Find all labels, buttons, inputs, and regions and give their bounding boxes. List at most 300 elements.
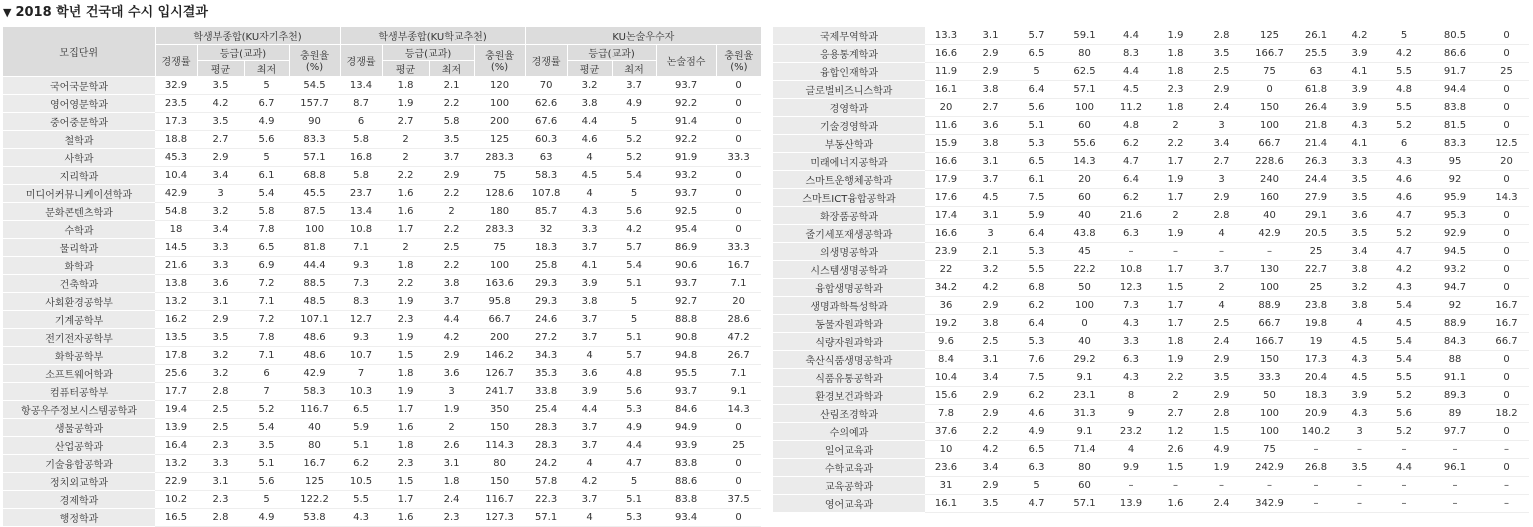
table-cell: 62.5 (1059, 63, 1110, 81)
table-cell: 3.6 (967, 117, 1014, 135)
table-cell: 5.5 (1382, 63, 1426, 81)
table-cell: 2 (1152, 117, 1199, 135)
table-cell: 83.8 (656, 490, 716, 508)
table-cell: 6.5 (244, 238, 289, 256)
table-cell: 9.6 (925, 333, 967, 351)
table-cell: 10 (925, 441, 967, 459)
header-essay: 논술점수 (656, 44, 716, 76)
table-cell: 3.2 (567, 76, 612, 94)
table-cell: 4.1 (1337, 63, 1382, 81)
table-cell: 2.1 (429, 76, 474, 94)
table-cell: 50 (1244, 387, 1295, 405)
department-name: 화장품공학과 (773, 207, 925, 225)
table-cell: 9.9 (1110, 459, 1152, 477)
table-cell: 4.5 (967, 189, 1014, 207)
table-cell: 4.5 (1337, 333, 1382, 351)
table-cell: 81.8 (289, 238, 340, 256)
table-cell: 4.3 (340, 508, 382, 526)
header-fill-line1: 충원율 (485, 51, 515, 62)
table-cell: 2.9 (967, 477, 1014, 495)
table-cell: 21.8 (1295, 117, 1337, 135)
table-cell: 0 (1484, 45, 1529, 63)
table-cell: 125 (1244, 27, 1295, 45)
table-cell: 157.7 (289, 94, 340, 112)
table-cell: 1.5 (382, 472, 429, 490)
table-cell: 7.1 (244, 346, 289, 364)
table-cell: 6.5 (340, 400, 382, 418)
table-cell: 5.2 (244, 400, 289, 418)
table-cell: 4.2 (967, 279, 1014, 297)
table-cell: 3.5 (1199, 369, 1244, 387)
table-cell: 43.8 (1059, 225, 1110, 243)
table-cell: 12.5 (1484, 135, 1529, 153)
table-cell: 21.4 (1295, 135, 1337, 153)
table-cell: 122.2 (289, 490, 340, 508)
department-name: 경영학과 (773, 99, 925, 117)
table-cell: 4.8 (1110, 117, 1152, 135)
department-name: 국어국문학과 (3, 76, 155, 94)
table-cell: 29.3 (525, 274, 567, 292)
table-cell: 95.9 (1426, 189, 1484, 207)
table-cell: 5.1 (612, 490, 656, 508)
table-row (3, 508, 761, 526)
table-cell: 5.3 (1014, 243, 1059, 261)
table-cell: 48.5 (289, 292, 340, 310)
table-cell: 17.3 (155, 112, 197, 130)
table-cell: 160 (1244, 189, 1295, 207)
table-cell: 4.1 (567, 256, 612, 274)
table-cell: 22.7 (1295, 261, 1337, 279)
table-cell: 0 (716, 184, 761, 202)
table-cell: 6.2 (1110, 189, 1152, 207)
table-row (773, 279, 1529, 297)
table-cell: 34.3 (525, 346, 567, 364)
table-cell: 6.1 (244, 166, 289, 184)
table-cell: 33.3 (716, 238, 761, 256)
table-cell: 92.2 (656, 94, 716, 112)
header-min: 최저 (429, 60, 474, 76)
table-cell: 10.8 (1110, 261, 1152, 279)
table-cell: 0 (1244, 81, 1295, 99)
table-row (773, 315, 1529, 333)
table-cell: – (1382, 495, 1426, 513)
table-cell: 200 (474, 112, 525, 130)
table-cell: 3.9 (1337, 387, 1382, 405)
table-cell: 19.4 (155, 400, 197, 418)
table-cell: 1.6 (382, 418, 429, 436)
table-cell: 4.6 (567, 130, 612, 148)
table-cell: 83.8 (656, 454, 716, 472)
table-cell: 22.9 (155, 472, 197, 490)
table-cell: 5.8 (340, 130, 382, 148)
table-cell: 2.9 (1199, 189, 1244, 207)
table-cell: 5.4 (244, 418, 289, 436)
department-name: 생명과학특성학과 (773, 297, 925, 315)
table-cell: 16.1 (925, 495, 967, 513)
table-cell: 3.4 (1337, 243, 1382, 261)
table-cell: 6.4 (1110, 171, 1152, 189)
table-cell: 6.5 (1014, 441, 1059, 459)
table-cell: 4.3 (1110, 315, 1152, 333)
table-cell: 5.1 (340, 436, 382, 454)
table-row (3, 364, 761, 382)
table-row (773, 387, 1529, 405)
table-cell: 283.3 (474, 220, 525, 238)
table-cell: 5.8 (429, 112, 474, 130)
table-cell: 0 (1484, 27, 1529, 45)
table-cell: 60 (1059, 117, 1110, 135)
table-cell: 2.7 (967, 99, 1014, 117)
department-name: 문화콘텐츠학과 (3, 202, 155, 220)
table-cell: 1.8 (1152, 99, 1199, 117)
table-cell: 2.9 (197, 310, 244, 328)
table-cell: 0 (1059, 315, 1110, 333)
table-cell: 5 (1014, 63, 1059, 81)
table-cell: 4.2 (429, 328, 474, 346)
table-cell: 18.8 (155, 130, 197, 148)
table-cell: 13.4 (340, 76, 382, 94)
table-cell: 29.1 (1295, 207, 1337, 225)
table-cell: 7.1 (716, 274, 761, 292)
table-cell: 5.2 (1382, 225, 1426, 243)
table-cell: 94.8 (656, 346, 716, 364)
table-cell: 94.7 (1426, 279, 1484, 297)
table-row (3, 202, 761, 220)
table-cell: 92.9 (1426, 225, 1484, 243)
table-cell: 5.8 (244, 202, 289, 220)
table-cell: 66.7 (474, 310, 525, 328)
table-cell: 1.9 (382, 328, 429, 346)
table-cell: 4.2 (967, 441, 1014, 459)
table-cell: 26.7 (716, 346, 761, 364)
table-cell: 100 (1059, 99, 1110, 117)
department-name: 소프트웨어학과 (3, 364, 155, 382)
table-cell: 4.3 (1382, 279, 1426, 297)
table-cell: 18.3 (525, 238, 567, 256)
table-cell: 4.2 (1382, 45, 1426, 63)
table-cell: – (1110, 477, 1152, 495)
table-cell: 58.3 (525, 166, 567, 184)
table-cell: 2.9 (429, 346, 474, 364)
table-cell: 4.8 (612, 364, 656, 382)
table-cell: 16.7 (1484, 315, 1529, 333)
table-cell: 2 (1152, 207, 1199, 225)
table-cell: 23.1 (1059, 387, 1110, 405)
table-cell: 25.5 (1295, 45, 1337, 63)
table-cell: 13.9 (1110, 495, 1152, 513)
table-cell: 17.7 (155, 382, 197, 400)
table-cell: 16.7 (716, 256, 761, 274)
table-cell: 3 (967, 225, 1014, 243)
table-cell: – (1337, 477, 1382, 495)
table-row (3, 310, 761, 328)
table-cell: 2.6 (429, 436, 474, 454)
table-cell: 42.9 (155, 184, 197, 202)
table-cell: 2.9 (967, 45, 1014, 63)
table-cell: 0 (1484, 369, 1529, 387)
table-cell: – (1295, 477, 1337, 495)
table-cell: 1.9 (1152, 27, 1199, 45)
table-cell: – (1484, 477, 1529, 495)
table-cell: 5.4 (1382, 297, 1426, 315)
table-cell: 32 (525, 220, 567, 238)
page-title (3, 2, 208, 24)
table-cell: 166.7 (1244, 333, 1295, 351)
table-row (773, 495, 1529, 513)
table-cell: 97.7 (1426, 423, 1484, 441)
table-row (773, 297, 1529, 315)
table-cell: 0 (716, 418, 761, 436)
table-cell: 5 (612, 310, 656, 328)
table-cell: 4.4 (1382, 459, 1426, 477)
table-cell: 71.4 (1059, 441, 1110, 459)
table-cell: – (1295, 441, 1337, 459)
department-name: 의생명공학과 (773, 243, 925, 261)
table-cell: 35.3 (525, 364, 567, 382)
table-cell: 8 (1110, 387, 1152, 405)
table-cell: 130 (1244, 261, 1295, 279)
table-row (773, 189, 1529, 207)
table-cell: 84.3 (1426, 333, 1484, 351)
table-cell: 80 (1059, 459, 1110, 477)
table-cell: 3.9 (1337, 81, 1382, 99)
table-cell: 2.8 (1199, 207, 1244, 225)
table-cell: 93.7 (656, 382, 716, 400)
table-cell: 5.4 (1382, 351, 1426, 369)
table-row (3, 238, 761, 256)
table-cell: 92.2 (656, 130, 716, 148)
table-cell: 5.1 (244, 454, 289, 472)
table-cell: 93.2 (656, 166, 716, 184)
table-cell: – (1110, 243, 1152, 261)
table-cell: 36 (925, 297, 967, 315)
table-cell: 19.8 (1295, 315, 1337, 333)
table-cell: 2 (1199, 279, 1244, 297)
table-cell: 4 (1199, 297, 1244, 315)
header-group-school: 학생부종합(KU학교추천) (340, 27, 525, 44)
table-cell: 81.5 (1426, 117, 1484, 135)
table-cell: 2.7 (1199, 153, 1244, 171)
header-rate: 경쟁률 (155, 44, 197, 76)
table-cell: 4.4 (567, 400, 612, 418)
department-name: 영어교육과 (773, 495, 925, 513)
table-cell: 140.2 (1295, 423, 1337, 441)
table-cell: 1.7 (1152, 315, 1199, 333)
table-cell: 3 (1337, 423, 1382, 441)
table-row (3, 220, 761, 238)
table-cell: 7.3 (340, 274, 382, 292)
table-cell: 31.3 (1059, 405, 1110, 423)
table-cell: 1.8 (382, 256, 429, 274)
table-cell: 0 (716, 94, 761, 112)
table-cell: 20 (1059, 171, 1110, 189)
department-name: 산업공학과 (3, 436, 155, 454)
table-cell: 100 (1244, 405, 1295, 423)
table-cell: 5 (244, 148, 289, 166)
table-cell: 2.4 (1199, 333, 1244, 351)
table-cell: 28.3 (525, 418, 567, 436)
table-row (773, 99, 1529, 117)
department-name: 정치외교학과 (3, 472, 155, 490)
table-cell: 20.4 (1295, 369, 1337, 387)
table-cell: 2.9 (197, 148, 244, 166)
table-cell: 37.6 (925, 423, 967, 441)
table-cell: 3.7 (567, 418, 612, 436)
table-row (3, 148, 761, 166)
table-cell: 0 (1484, 99, 1529, 117)
table-cell: 5.6 (612, 382, 656, 400)
table-cell: 90.6 (656, 256, 716, 274)
table-cell: 2 (382, 130, 429, 148)
table-cell: 4.3 (1337, 117, 1382, 135)
table-cell: 7.5 (1014, 369, 1059, 387)
table-row (773, 477, 1529, 495)
department-name: 융합생명공학과 (773, 279, 925, 297)
table-cell: 3.5 (244, 436, 289, 454)
table-cell: 94.4 (1426, 81, 1484, 99)
table-cell: 4.5 (567, 166, 612, 184)
table-cell: 40 (1059, 207, 1110, 225)
department-name: 시스템생명공학과 (773, 261, 925, 279)
table-cell: 3.7 (1199, 261, 1244, 279)
table-cell: 3.5 (1337, 459, 1382, 477)
table-cell: 2.9 (1199, 387, 1244, 405)
table-cell: 4.3 (1337, 351, 1382, 369)
table-cell: 3.3 (1110, 333, 1152, 351)
table-cell: 3.6 (567, 364, 612, 382)
department-name: 스마트운행체공학과 (773, 171, 925, 189)
table-cell: 8.3 (1110, 45, 1152, 63)
table-cell: 4.4 (1110, 63, 1152, 81)
table-cell: 3.8 (967, 315, 1014, 333)
table-cell: 4.9 (244, 112, 289, 130)
department-name: 식량자원과학과 (773, 333, 925, 351)
table-row (773, 117, 1529, 135)
table-cell: – (1295, 495, 1337, 513)
table-cell: 0 (716, 130, 761, 148)
table-cell: 4.1 (1337, 135, 1382, 153)
table-cell: 25.4 (525, 400, 567, 418)
table-row (3, 454, 761, 472)
table-row (773, 45, 1529, 63)
table-cell: 4.8 (1382, 81, 1426, 99)
table-cell: 114.3 (474, 436, 525, 454)
table-cell: 2.9 (1199, 351, 1244, 369)
table-cell: 1.8 (382, 364, 429, 382)
table-row (3, 472, 761, 490)
table-cell: 88.6 (656, 472, 716, 490)
table-cell: 6.3 (1014, 459, 1059, 477)
department-name: 미디어커뮤니케이션학과 (3, 184, 155, 202)
table-cell: 92.7 (656, 292, 716, 310)
department-name: 경제학과 (3, 490, 155, 508)
table-cell: 5.4 (1382, 333, 1426, 351)
table-cell: 4.5 (1110, 81, 1152, 99)
table-cell: 3.7 (567, 436, 612, 454)
table-cell: 5.4 (612, 256, 656, 274)
table-cell: 63 (1295, 63, 1337, 81)
table-cell: 3.2 (197, 364, 244, 382)
table-cell: 80 (1059, 45, 1110, 63)
table-row (3, 328, 761, 346)
table-cell: 7 (340, 364, 382, 382)
table-cell: 150 (1244, 351, 1295, 369)
table-cell: 93.2 (1426, 261, 1484, 279)
table-cell: 15.9 (925, 135, 967, 153)
table-cell: 6.4 (1014, 81, 1059, 99)
table-cell: 5.8 (340, 166, 382, 184)
table-cell: 7.5 (1014, 189, 1059, 207)
table-cell: 11.9 (925, 63, 967, 81)
table-cell: 3.9 (1337, 45, 1382, 63)
department-name: 스마트ICT융합공학과 (773, 189, 925, 207)
table-cell: 24.2 (525, 454, 567, 472)
table-row (3, 256, 761, 274)
table-cell: 3.1 (197, 292, 244, 310)
table-cell: 1.7 (1152, 189, 1199, 207)
table-cell: 127.3 (474, 508, 525, 526)
table-cell: 92.5 (656, 202, 716, 220)
triangle-down-icon: ▼ (3, 6, 12, 19)
header-fill-line2: (%) (490, 62, 509, 73)
header-fill (474, 44, 525, 76)
table-cell: 16.5 (155, 508, 197, 526)
table-cell: 18 (155, 220, 197, 238)
table-cell: 4.9 (244, 508, 289, 526)
table-cell: 5.5 (1382, 369, 1426, 387)
table-cell: 2.1 (967, 243, 1014, 261)
table-cell: 0 (1484, 423, 1529, 441)
table-cell: 6.4 (1014, 315, 1059, 333)
department-name: 사학과 (3, 148, 155, 166)
table-cell: 17.8 (155, 346, 197, 364)
table-cell: 3.7 (567, 310, 612, 328)
table-cell: 2.8 (1199, 405, 1244, 423)
table-cell: 3.7 (967, 171, 1014, 189)
table-cell: 3.6 (197, 274, 244, 292)
table-cell: 5.5 (1014, 261, 1059, 279)
header-fill-line1: 충원율 (724, 51, 754, 62)
table-cell: 8.4 (925, 351, 967, 369)
table-cell: – (1199, 243, 1244, 261)
table-cell: 25 (1295, 279, 1337, 297)
table-cell: 54.5 (289, 76, 340, 94)
table-cell: 83.8 (1426, 99, 1484, 117)
table-cell: 10.3 (340, 382, 382, 400)
table-cell: 45.3 (155, 148, 197, 166)
table-cell: 2 (429, 418, 474, 436)
table-cell: 4.7 (612, 454, 656, 472)
table-cell: 55.6 (1059, 135, 1110, 153)
department-name: 융합인재학과 (773, 63, 925, 81)
table-cell: 94.9 (656, 418, 716, 436)
table-row (773, 207, 1529, 225)
department-name: 축산식품생명공학과 (773, 351, 925, 369)
table-cell: 3.8 (967, 81, 1014, 99)
table-cell: – (1426, 477, 1484, 495)
table-cell: 2.4 (1199, 495, 1244, 513)
table-cell: 66.7 (1244, 135, 1295, 153)
table-cell: 90.8 (656, 328, 716, 346)
table-cell: 0 (1484, 243, 1529, 261)
table-cell: 0 (716, 112, 761, 130)
table-row (773, 63, 1529, 81)
header-grade: 등급(교과) (382, 44, 474, 60)
table-cell: 125 (289, 472, 340, 490)
table-cell: 150 (474, 472, 525, 490)
table-cell: 0 (1484, 117, 1529, 135)
table-cell: 3.2 (1337, 279, 1382, 297)
